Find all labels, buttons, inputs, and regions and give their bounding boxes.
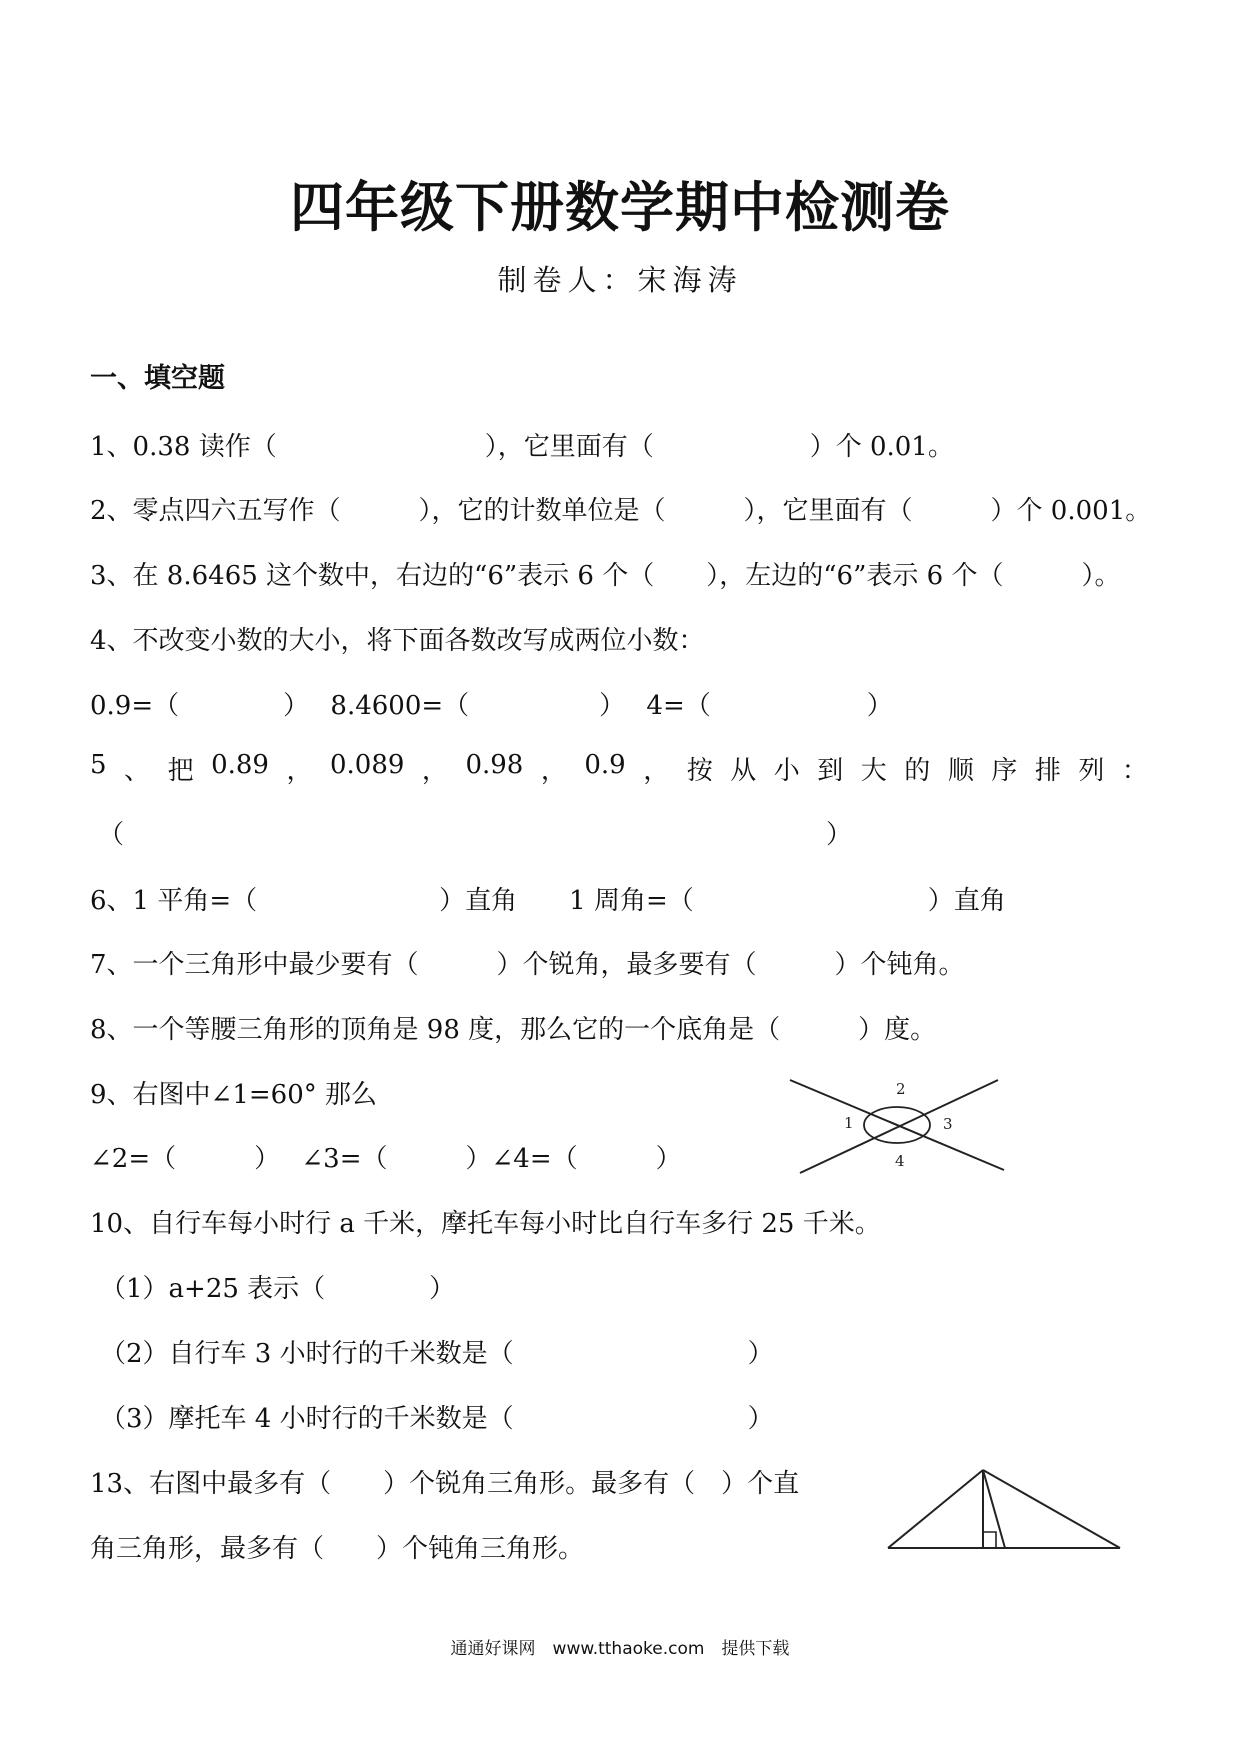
question-10-part-3: （3）摩托车 4 小时行的千米数是（ ） [100,1404,774,1434]
q5-token: 顺 [947,756,974,786]
page-title: 四年级下册数学期中检测卷 [290,176,950,239]
q5-token: 大 [860,756,887,786]
q5-token: 排 [1034,756,1061,786]
question-5 [90,750,1148,787]
q5-token: 0.89 [211,750,269,780]
angle-label-1: 1 [844,1114,854,1132]
question-3: 3、在 8.6465 这个数中，右边的“6”表示 6 个（ ），左边的“6”表示 6 个（ ）。 [90,561,1121,591]
question-2: 2、零点四六五写作（ ），它的计数单位是（ ），它里面有（ ）个 0.001。 [90,496,1152,526]
q5-token: 把 [167,756,194,786]
q5-token: 按 [686,756,713,786]
question-1: 1、0.38 读作（ ），它里面有（ ）个 0.01。 [90,432,954,462]
triangle-right-side [983,1470,1120,1548]
angle-label-2: 2 [896,1080,906,1098]
triangle-left-side [888,1470,983,1548]
q5-token: 、 [124,756,151,786]
author-line: 制卷人：宋海涛 [497,263,743,297]
question-10-part-2: （2）自行车 3 小时行的千米数是（ ） [100,1339,774,1369]
q5-token: ， [421,756,448,786]
q5-token: 列 [1078,756,1105,786]
q5-token: 从 [730,756,757,786]
q5-token: ， [643,756,670,786]
question-8: 8、一个等腰三角形的顶角是 98 度，那么它的一个底角是（ ）度。 [90,1015,937,1045]
q5-token: 的 [904,756,931,786]
question-10: 10、自行车每小时行 a 千米，摩托车每小时比自行车多行 25 千米。 [90,1209,881,1239]
section-title: 一、填空题 [90,363,225,394]
q5-token: 序 [991,756,1018,786]
question-13-line-1: 13、右图中最多有（ ）个锐角三角形。最多有（ ）个直 [90,1469,800,1499]
question-5-answer: （ ） [98,820,853,850]
intersecting-lines-figure [780,1070,1020,1185]
q5-token: ： [1121,756,1148,786]
angle-label-3: 3 [943,1115,953,1133]
q5-token: 小 [773,756,800,786]
q5-token: 0.089 [329,750,405,780]
question-4: 4、不改变小数的大小，将下面各数改写成两位小数： [90,626,705,656]
q5-token: ， [286,756,313,786]
q5-token: 到 [817,756,844,786]
question-7: 7、一个三角形中最少要有（ ）个锐角，最多要有（ ）个钝角。 [90,950,965,980]
triangle-figure [880,1460,1130,1560]
question-13-line-2: 角三角形，最多有（ ）个钝角三角形。 [90,1534,585,1564]
q5-token: 5 [90,750,107,780]
question-9: 9、右图中∠1=60° 那么 [90,1080,378,1110]
footer-credit: 通通好课网 www.tthaoke.com 提供下载 [450,1639,790,1659]
question-9-items: ∠2=（ ） ∠3=（ ）∠4=（ ） [90,1144,682,1174]
question-6: 6、1 平角=（ ）直角 1 周角=（ ）直角 [90,886,1006,916]
angle-label-4: 4 [895,1152,905,1170]
question-10-part-1: （1）a+25 表示（ ） [100,1274,456,1304]
question-4-items: 0.9=（ ） 8.4600=（ ） 4=（ ） [90,691,893,721]
q5-token: ， [540,756,567,786]
q5-token: 0.98 [465,750,524,780]
right-angle-mark [983,1532,996,1548]
q5-token: 0.9 [584,750,626,780]
